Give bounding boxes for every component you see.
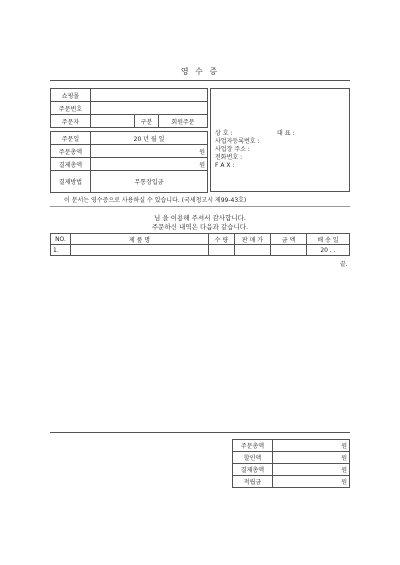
col-price-header: 판 매 가 xyxy=(235,234,271,245)
order-info-table xyxy=(50,88,208,128)
seller-address-label: 사업장 주소 : xyxy=(215,146,250,153)
seller-phone-label: 전화번호 : xyxy=(215,154,243,161)
col-amount-header: 금 액 xyxy=(271,234,307,245)
notice-divider xyxy=(50,206,350,207)
row-product xyxy=(71,245,209,256)
summary-table xyxy=(232,439,350,488)
payment-total-label: 결제총액 xyxy=(51,158,91,171)
row-qty xyxy=(209,245,235,256)
seller-fax-label: F A X : xyxy=(215,162,235,169)
summary-discount-value: 원 xyxy=(273,452,350,464)
row-amount xyxy=(271,245,307,256)
shop-label: 쇼핑몰 xyxy=(51,89,91,102)
type-value: 회원주문 xyxy=(159,115,208,128)
payment-method-value: 무통장입금 xyxy=(91,171,208,193)
col-qty-header: 수 량 xyxy=(209,234,235,245)
seller-ceo-label: 대 표 : xyxy=(277,130,295,137)
payment-method-label: 결제방법 xyxy=(51,171,91,193)
order-total-value: 원 xyxy=(91,145,208,158)
thanks-line-2: 주문하신 내역은 다음과 같습니다. xyxy=(151,223,249,231)
summary-payment-total-value: 원 xyxy=(273,464,350,476)
summary-points-label: 적립금 xyxy=(233,476,273,488)
seller-company-label: 상 호 : xyxy=(215,130,233,137)
shop-value xyxy=(91,89,208,102)
seller-info-box xyxy=(210,88,350,192)
type-label: 구분 xyxy=(135,115,159,128)
order-no-value xyxy=(91,102,208,115)
items-end-label: 끝. xyxy=(340,261,348,268)
order-no-label: 주문번호 xyxy=(51,102,91,115)
col-product-header: 제 품 명 xyxy=(71,234,209,245)
row-no: 1. xyxy=(51,245,71,256)
summary-row xyxy=(233,464,350,476)
orderer-value xyxy=(91,115,135,128)
payment-total-value: 원 xyxy=(91,158,208,171)
summary-discount-label: 할인액 xyxy=(233,452,273,464)
summary-order-total-value: 원 xyxy=(273,440,350,452)
summary-order-total-label: 주문총액 xyxy=(233,440,273,452)
items-header-row xyxy=(51,234,350,245)
payment-info-table xyxy=(50,131,208,193)
order-date-label: 주문일 xyxy=(51,132,91,145)
order-date-value: 20 년 월 일 xyxy=(91,132,208,145)
receipt-notice: 이 문서는 영수증으로 사용하실 수 있습니다. (국세청고시 제99-43호) xyxy=(64,197,247,204)
summary-row xyxy=(233,440,350,452)
col-no-header: NO. xyxy=(51,234,71,245)
summary-payment-total-label: 결제총액 xyxy=(233,464,273,476)
title-divider xyxy=(50,80,350,81)
summary-row xyxy=(233,452,350,464)
summary-points-value: 원 xyxy=(273,476,350,488)
items-table xyxy=(50,233,350,256)
summary-row xyxy=(233,476,350,488)
col-ship-header: 배 송 일 xyxy=(307,234,350,245)
thanks-line-1: 님 을 이용해 주셔서 감사합니다. xyxy=(154,214,246,222)
orderer-label: 주문자 xyxy=(51,115,91,128)
order-total-label: 주문총액 xyxy=(51,145,91,158)
summary-divider xyxy=(50,432,350,433)
row-price xyxy=(235,245,271,256)
document-title: 영 수 증 xyxy=(180,67,220,76)
seller-biz-no-label: 사업자등록번호 : xyxy=(215,138,260,145)
row-ship-date: 20 . . xyxy=(307,245,350,256)
table-row xyxy=(51,245,350,256)
